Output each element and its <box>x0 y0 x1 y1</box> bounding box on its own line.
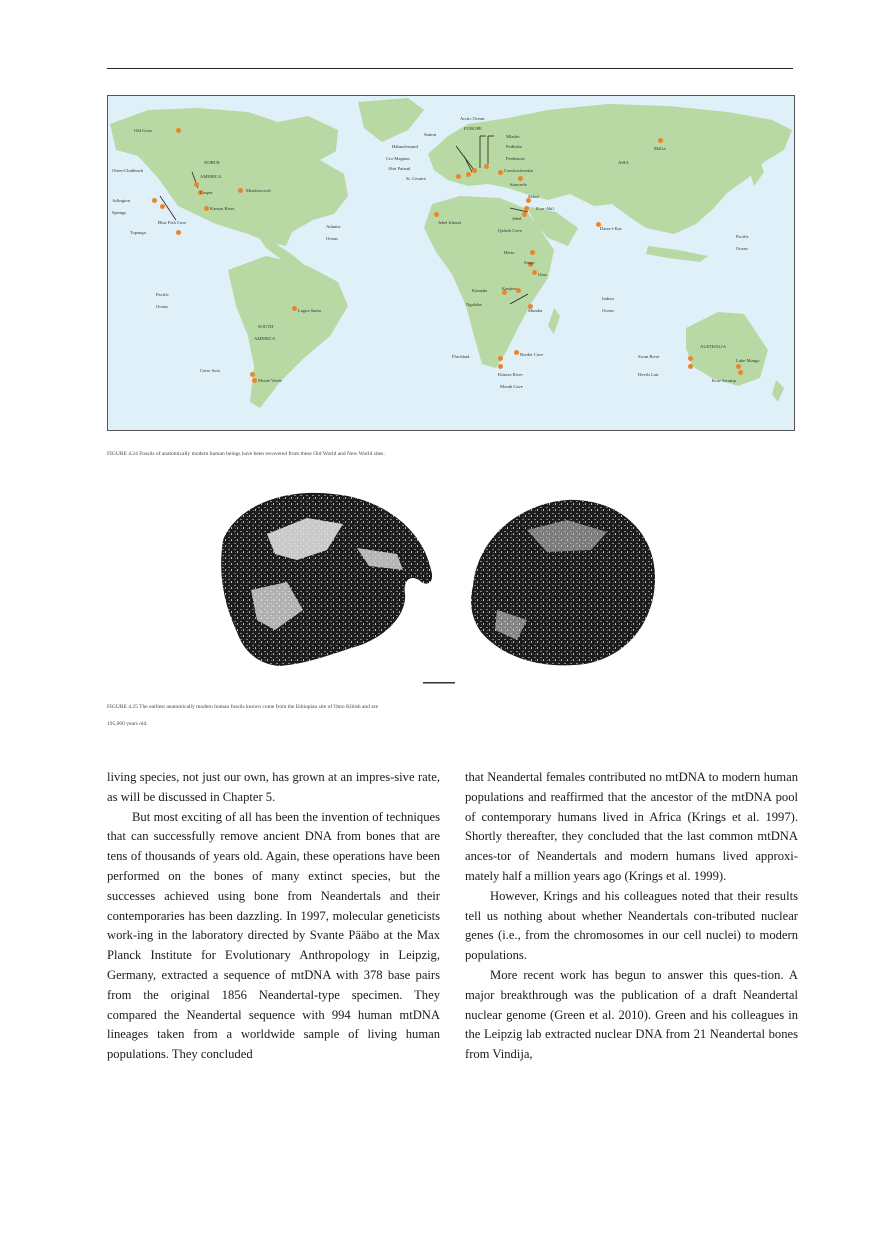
site-label-arlington: Arlington <box>112 198 130 203</box>
site-label-hahnofersand: Hahnofersand <box>392 144 418 149</box>
site-label-herto: Herto <box>504 250 515 255</box>
header-rule <box>107 68 793 69</box>
site-dot <box>434 212 439 217</box>
australia-land <box>686 312 768 386</box>
site-label-abri-pataud: Abri Pataud <box>388 166 411 171</box>
skull-photographs <box>107 470 793 700</box>
site-label-olsen-chubbuck: Olsen-Chubbuck <box>112 168 144 173</box>
skull-images <box>107 470 793 700</box>
world-map-landmasses <box>108 96 795 431</box>
label-europe: EUROPE <box>464 126 482 131</box>
figure-4-25-caption-line-1: FIGURE 4.25 The earliest anatomically modern human fossils known come from the Ethiopian site of Omo Kibish and are <box>107 704 379 710</box>
site-label-predmosti: Predmosti <box>506 156 525 161</box>
site-label-devils-lair: Devils Lair <box>638 372 659 377</box>
south-america-land <box>228 256 348 408</box>
site-dot <box>252 378 257 383</box>
site-dot <box>484 164 489 169</box>
right-paragraph-1: that Neandertal females contributed no mtDNA to modern human populations and reaffirmed that the ancestor of the mtDNA pool of contemporary humans lived in Africa (Krings et al. 1997). Shortly thereafter, they concluded that the last common mtDNA ances-tor of Neandertals and modern humans lived approxi-mately half a million years ago (Krings et al. 1999). <box>465 770 798 883</box>
site-label-klasies-river: Klasies River <box>498 372 523 377</box>
site-label-jebel-irhoud: Jebel Irhoud <box>438 220 461 225</box>
scale-bar <box>423 682 455 684</box>
site-dot <box>238 188 243 193</box>
skull-omo-i <box>221 493 432 666</box>
site-dot <box>498 364 503 369</box>
site-label-swan-river: Swan River <box>638 354 660 359</box>
site-label-florisbad: Florisbad <box>452 354 470 359</box>
madagascar-land <box>548 308 560 334</box>
site-label-podbaba: Podbaba <box>506 144 522 149</box>
site-dot <box>532 270 537 275</box>
site-label-czechoslovakia: Czechoslovakia <box>504 168 534 173</box>
greenland-land <box>358 98 424 142</box>
site-label-omo: Omo <box>538 272 548 277</box>
label-south-america: SOUTH <box>258 324 274 329</box>
world-map-figure <box>107 95 795 431</box>
figure-4-25-caption-line-2: 195,000 years old. <box>107 721 148 727</box>
label-indian-2: Ocean <box>602 308 614 313</box>
left-paragraph-1: living species, not just our own, has grown at an impres-sive rate, as will be discussed in Chapter 5. <box>107 770 440 804</box>
right-paragraph-2: However, Krings and his colleagues noted that their results tell us nothing about whether Neandertals con-tributed nuclear genes (i.e., from the chromosomes in our cell nuclei) to modern populations. <box>465 888 798 963</box>
site-label-ksar-akil: Ksar Akil <box>536 206 554 211</box>
site-label-sutton: Sutton <box>424 132 436 137</box>
site-dot <box>176 128 181 133</box>
site-label-skhul: Skhul <box>528 194 539 199</box>
label-south-america-2: AMERICA <box>254 336 276 341</box>
site-label-kansas-river: Kansas River <box>210 206 235 211</box>
label-north-america-2: AMERICA <box>200 174 222 179</box>
site-dot <box>176 230 181 235</box>
site-dot <box>160 204 165 209</box>
site-label-cerro-sota: Cerro Sota <box>200 368 220 373</box>
site-dot <box>738 370 743 375</box>
site-label-taforalt: Jebel <box>512 216 522 221</box>
left-text-column <box>107 768 440 1065</box>
site-dot <box>466 172 471 177</box>
label-pacific-east-2: Ocean <box>736 246 748 251</box>
site-label-malta: Mal'ta <box>654 146 666 151</box>
site-dot <box>456 174 461 179</box>
site-label-old-crow: Old Crow <box>134 128 153 133</box>
label-atlantic: Atlantic <box>326 224 341 229</box>
site-label-lake-mungo: Lake Mungo <box>736 358 760 363</box>
label-australia: AUSTRALIA <box>700 344 727 349</box>
site-label-st-cesaire: St. Cesaire <box>406 176 426 181</box>
new-zealand-land <box>772 380 784 402</box>
figure-4-24-caption: FIGURE 4.24 Fossils of anatomically modern human beings have been recovered from these Old World and New World sites. <box>107 451 385 457</box>
label-pacific-west-2: Ocean <box>156 304 168 309</box>
label-pacific-east: Pacific <box>736 234 749 239</box>
site-dot <box>472 168 477 173</box>
label-indian: Indian <box>602 296 614 301</box>
site-dot <box>152 198 157 203</box>
site-dot <box>518 176 523 181</box>
site-dot <box>204 206 209 211</box>
site-label-kanjera: Kanjera <box>502 286 517 291</box>
site-dot <box>522 212 527 217</box>
indonesia-land <box>646 246 708 262</box>
site-label-mouth-cave: Mouth Cave <box>500 384 523 389</box>
site-dot <box>524 206 529 211</box>
site-label-casper: Casper <box>200 190 213 195</box>
site-dot <box>498 356 503 361</box>
site-dot <box>514 350 519 355</box>
label-atlantic-2: Ocean <box>326 236 338 241</box>
right-text-column <box>465 768 798 1065</box>
site-dot <box>688 364 693 369</box>
site-label-cro-magnon: Cro-Magnon <box>386 156 410 161</box>
site-dot <box>498 170 503 175</box>
label-north-america: NORTH <box>204 160 220 165</box>
site-label-darra-i-kur: Darra-i-Kur <box>600 226 622 231</box>
site-label-mumba: Mumba <box>528 308 543 313</box>
site-label-border-cave: Border Cave <box>520 352 544 357</box>
site-label-lagoa-santa: Lagoa Santa <box>298 308 321 313</box>
site-label-ngaloba: Ngaloba <box>466 302 482 307</box>
site-label-topanga: Topanga <box>130 230 146 235</box>
site-label-qafzeh: Qafzeh Cave <box>498 228 522 233</box>
site-label-kow-swamp: Kow Swamp <box>712 378 736 383</box>
site-dot <box>194 182 199 187</box>
site-dot <box>736 364 741 369</box>
site-label-blue-fish-cave: Blue Fish Cave <box>158 220 187 225</box>
site-label-springs: Springs <box>112 210 127 215</box>
site-label-starosele: Starosele <box>510 182 527 187</box>
label-arctic-ocean: Arctic Ocean <box>460 116 485 121</box>
left-paragraph-2: But most exciting of all has been the invention of techniques that can successfully remove ancient DNA from bones that are tens of thousands of years old. Again, these operations have been performed on the bones of many extinct species, but the successes achieved using bone from Neandertals and their contemporaries has been dazzling. In 1997, molecular geneticists work-ing in the laboratory directed by Svante Pääbo at the Max Planck Institute for Evolutionary Anthropology in Leipzig, Germany, extracted a sequence of mtDNA with 378 base pairs from the original 1856 Neandertal-type specimen. They compared the Neandertal sequence with 994 human mtDNA lineages taken from a worldwide sample of living human populations. They concluded <box>107 809 440 1062</box>
site-label-katanda: Katanda <box>472 288 488 293</box>
site-dot <box>250 372 255 377</box>
site-dot <box>292 306 297 311</box>
site-label-meadowcroft: Meadowcroft <box>246 188 271 193</box>
site-label-mladec: Mladec <box>506 134 520 139</box>
label-asia: ASIA <box>618 160 629 165</box>
site-dot <box>658 138 663 143</box>
site-dot <box>530 250 535 255</box>
site-label-singa: Singa <box>524 260 535 265</box>
site-dot <box>688 356 693 361</box>
site-label-monte-verde: Monte Verde <box>258 378 282 383</box>
label-pacific-west: Pacific <box>156 292 169 297</box>
right-paragraph-3: More recent work has begun to answer this ques-tion. A major breakthrough was the publication of a draft Neandertal nuclear genome (Green et al. 2010). Green and his colleagues in the Leipzig lab extracted nuclear DNA from 21 Neandertal bones from Vindija, <box>465 967 798 1062</box>
